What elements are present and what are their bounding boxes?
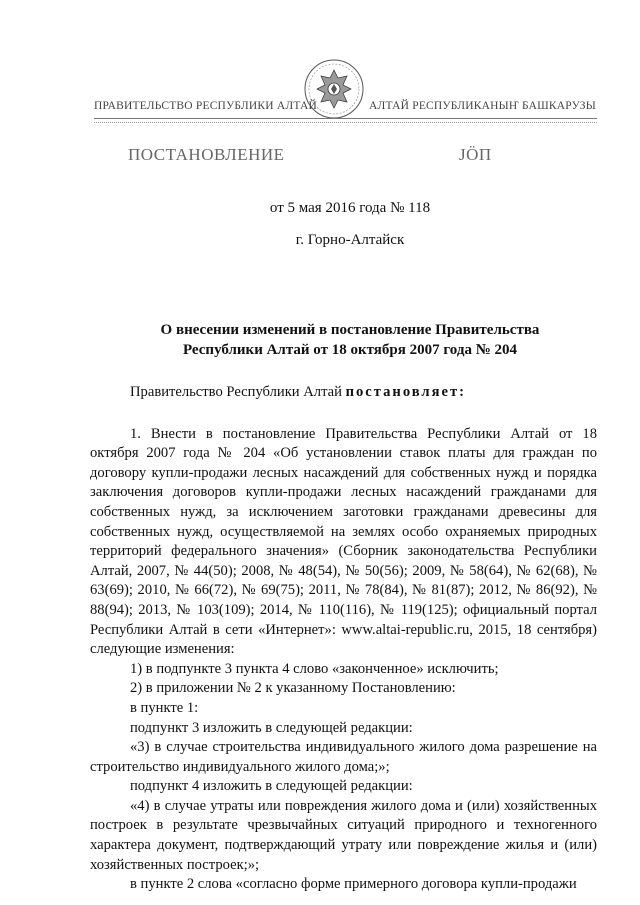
list-item-7: «4) в случае утраты или повреждения жилого дома и (или) хозяйственных построек в результате чрезвычайных ситуаций природного и техногенного характера документ, подтверждающий утрату или повреждение жилья и (или) хозяйственных построек;»; xyxy=(90,797,597,873)
header-divider-dotted xyxy=(94,122,597,123)
list-item-4: подпункт 3 изложить в следующей редакции: xyxy=(130,719,413,736)
document-body xyxy=(90,383,597,895)
header-left-org: ПРАВИТЕЛЬСТВО РЕСПУБЛИКИ АЛТАЙ xyxy=(94,100,318,112)
title-line-1: О внесении изменений в постановление Правительства xyxy=(160,322,540,338)
document-kind-russian: ПОСТАНОВЛЕНИЕ xyxy=(128,145,285,164)
paragraph-1: 1. Внести в постановление Правительства Республики Алтай от 18 октября 2007 года № 204 «Об установлении ставок платы для граждан по договору купли-продажи лесных насаждений для собственных нужд и порядка заключения договоров купли-продажи лесных насаждений гражданами для собственных нужд, за исключением заготовки гражданами древесины для собственных нужд, осуществляемой на землях особо охраняемых природных территорий федерального значения» (Сборник законодательства Республики Алтай, 2007, № 44(50); 2008, № 48(54), № 50(56); 2009, № 58(64), № 62(68), № 63(69); 2010, № 66(72), № 69(75); 2011, № 78(84), № 81(87); 2012, № 86(92), № 88(94); 2013, № 103(109); 2014, № 110(116), № 119(125); официальный портал Республики Алтай в сети «Интернет»: www.altai-republic.ru, 2015, 18 сентября) следующие изменения: xyxy=(90,425,597,658)
list-item-1: 1) в подпункте 3 пункта 4 слово «законченное» исключить; xyxy=(130,660,499,677)
spacer xyxy=(90,403,597,425)
list-item-8: в пункте 2 слова «согласно форме примерного договора купли-продажи xyxy=(130,876,577,893)
list-item-2: 2) в приложении № 2 к указанному Постановлению: xyxy=(130,680,456,697)
document-kind-altai: JӦП xyxy=(459,145,492,164)
intro-decree-word: постановляет: xyxy=(345,384,467,400)
document-date: от 5 мая 2016 года № 118 xyxy=(269,200,431,216)
list-item-5: «3) в случае строительства индивидуального жилого дома разрешение на строительство индивидуального жилого дома;»; xyxy=(90,739,597,775)
title-line-2: Республики Алтай от 18 октября 2007 года № 204 xyxy=(182,342,518,358)
list-item-6: подпункт 4 изложить в следующей редакции: xyxy=(130,778,413,795)
document-city: г. Горно-Алтайск xyxy=(295,232,405,248)
header-right-org: АЛТАЙ РЕСПУБЛИКАНЫҤ БАШКАРУЗЫ xyxy=(369,100,596,112)
intro-paragraph xyxy=(90,383,597,403)
header-divider xyxy=(94,118,597,119)
document-title xyxy=(100,320,600,360)
list-item-3: в пункте 1: xyxy=(130,699,199,716)
intro-text: Правительство Республики Алтай xyxy=(130,384,346,400)
